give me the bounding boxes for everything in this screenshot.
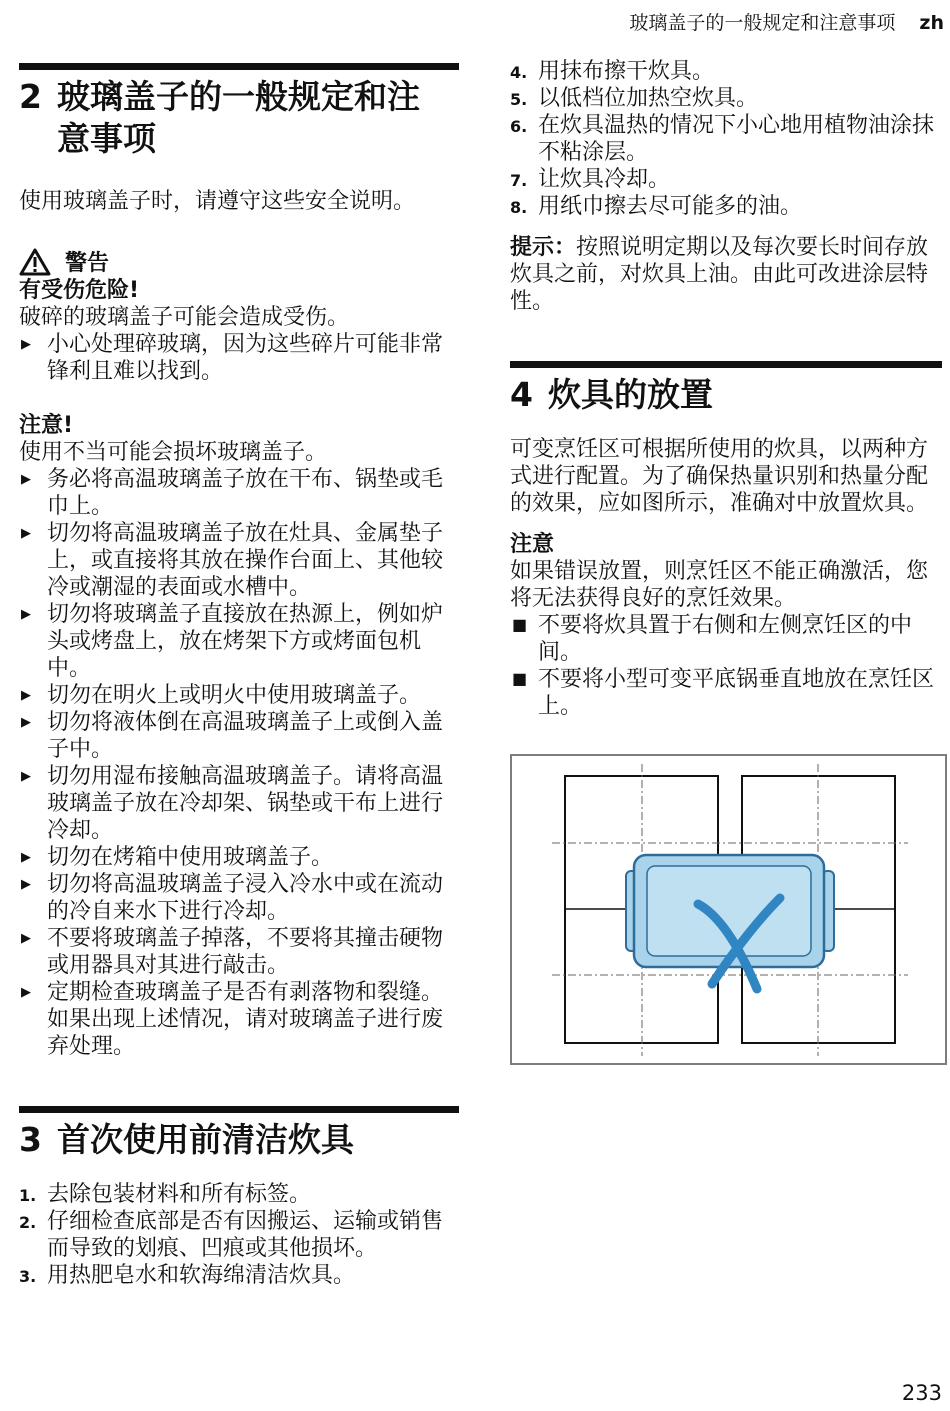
list-item: 8. 用纸巾擦去尽可能多的油。 [510,194,803,219]
list-item: ▶ 小心处理碎玻璃，因为这些碎片可能非常锋利且难以找到。 [21,332,444,384]
section-2-title: 2 玻璃盖子的一般规定和注 意事项 [19,77,420,158]
list-item: ▶ 切勿用湿布接触高温玻璃盖子。请将高温玻璃盖子放在冷却架、锅垫或干布上进行冷却。 [21,764,444,843]
list-item: ▶ 切勿将玻璃盖子直接放在热源上，例如炉头或烤盘上，放在烤架下方或烤面包机中。 [21,602,444,681]
notice-list [19,466,459,1060]
cleaning-steps-part1 [19,1181,459,1289]
left-column [19,0,459,1289]
list-item: 2. 仔细检查底部是否有因搬运、运输或销售而导致的划痕、凹痕或其他损坏。 [19,1209,444,1261]
section-3-rule [19,1106,459,1113]
section-4-intro: 可变烹饪区可根据所使用的炊具，以两种方式进行配置。为了确保热量识别和热量分配的效果，应如图所示，准确对中放置炊具。 [510,437,929,516]
right-column [510,0,942,720]
list-item: ▶ 不要将玻璃盖子掉落，不要将其撞击硬物或用器具对其进行敲击。 [21,926,444,978]
list-item: ▶ 切勿将液体倒在高温玻璃盖子上或倒入盖子中。 [21,710,444,762]
warning-title [19,246,459,277]
section-4-notice-heading: 注意 [510,532,555,557]
list-item: ▶ 切勿将高温玻璃盖子放在灶具、金属垫子上，或直接将其放在操作台面上、其他较冷或潮湿的表面或水槽中。 [21,521,444,600]
notice-text: 使用不当可能会损坏玻璃盖子。 [19,440,328,465]
section-2-intro: 使用玻璃盖子时，请遵守这些安全说明。 [19,189,416,214]
list-item: 1. 去除包装材料和所有标签。 [19,1182,312,1207]
warning-list [19,331,459,385]
cleaning-steps-part2 [510,58,942,220]
list-item: ▶ 切勿在明火上或明火中使用玻璃盖子。 [21,683,422,708]
tip: 提示：按照说明定期以及每次要长时间存放炊具之前，对炊具上油。由此可改进涂层特性。 [510,235,929,314]
section-4-rule [510,361,942,368]
header-title: 玻璃盖子的一般规定和注意事项 [629,12,896,34]
header-lang: zh [919,12,944,34]
warning-triangle-icon [19,248,51,276]
notice-heading: 注意! [19,413,74,438]
list-item: ■ 不要将小型可变平底锅垂直地放在烹饪区上。 [512,667,935,719]
list-item: 5. 以低档位加热空炊具。 [510,86,759,111]
list-item: ▶ 切勿将高温玻璃盖子浸入冷水中或在流动的冷自来水下进行冷却。 [21,872,444,924]
section-4-list [510,612,942,720]
warning-text: 破碎的玻璃盖子可能会造成受伤。 [19,305,350,330]
list-item: ▶ 定期检查玻璃盖子是否有剥落物和裂缝。如果出现上述情况，请对玻璃盖子进行废弃处理。 [21,980,444,1059]
page-number: 233 [901,1381,942,1405]
list-item: 4. 用抹布擦干炊具。 [510,59,715,84]
list-item: 7. 让炊具冷却。 [510,167,671,192]
placement-figure [510,754,947,1065]
section-2-rule [19,63,459,70]
list-item: 6. 在炊具温热的情况下小心地用植物油涂抹不粘涂层。 [510,113,935,165]
list-item: ▶ 务必将高温玻璃盖子放在干布、锅垫或毛巾上。 [21,467,444,519]
warning-heading: 有受伤危险! [19,278,140,303]
warning-label: 警告 [65,251,110,276]
wrong-placement-illustration [512,756,945,1063]
section-4-title: 4 炊具的放置 [510,375,713,414]
list-item: ■ 不要将炊具置于右侧和左侧烹饪区的中间。 [512,613,913,665]
list-item: ▶ 切勿在烤箱中使用玻璃盖子。 [21,845,334,870]
section-4-notice-text: 如果错误放置，则烹饪区不能正确激活，您将无法获得良好的烹饪效果。 [510,559,929,611]
list-item: 3. 用热肥皂水和软海绵清洁炊具。 [19,1263,356,1288]
section-3-title: 3 首次使用前清洁炊具 [19,1120,354,1159]
